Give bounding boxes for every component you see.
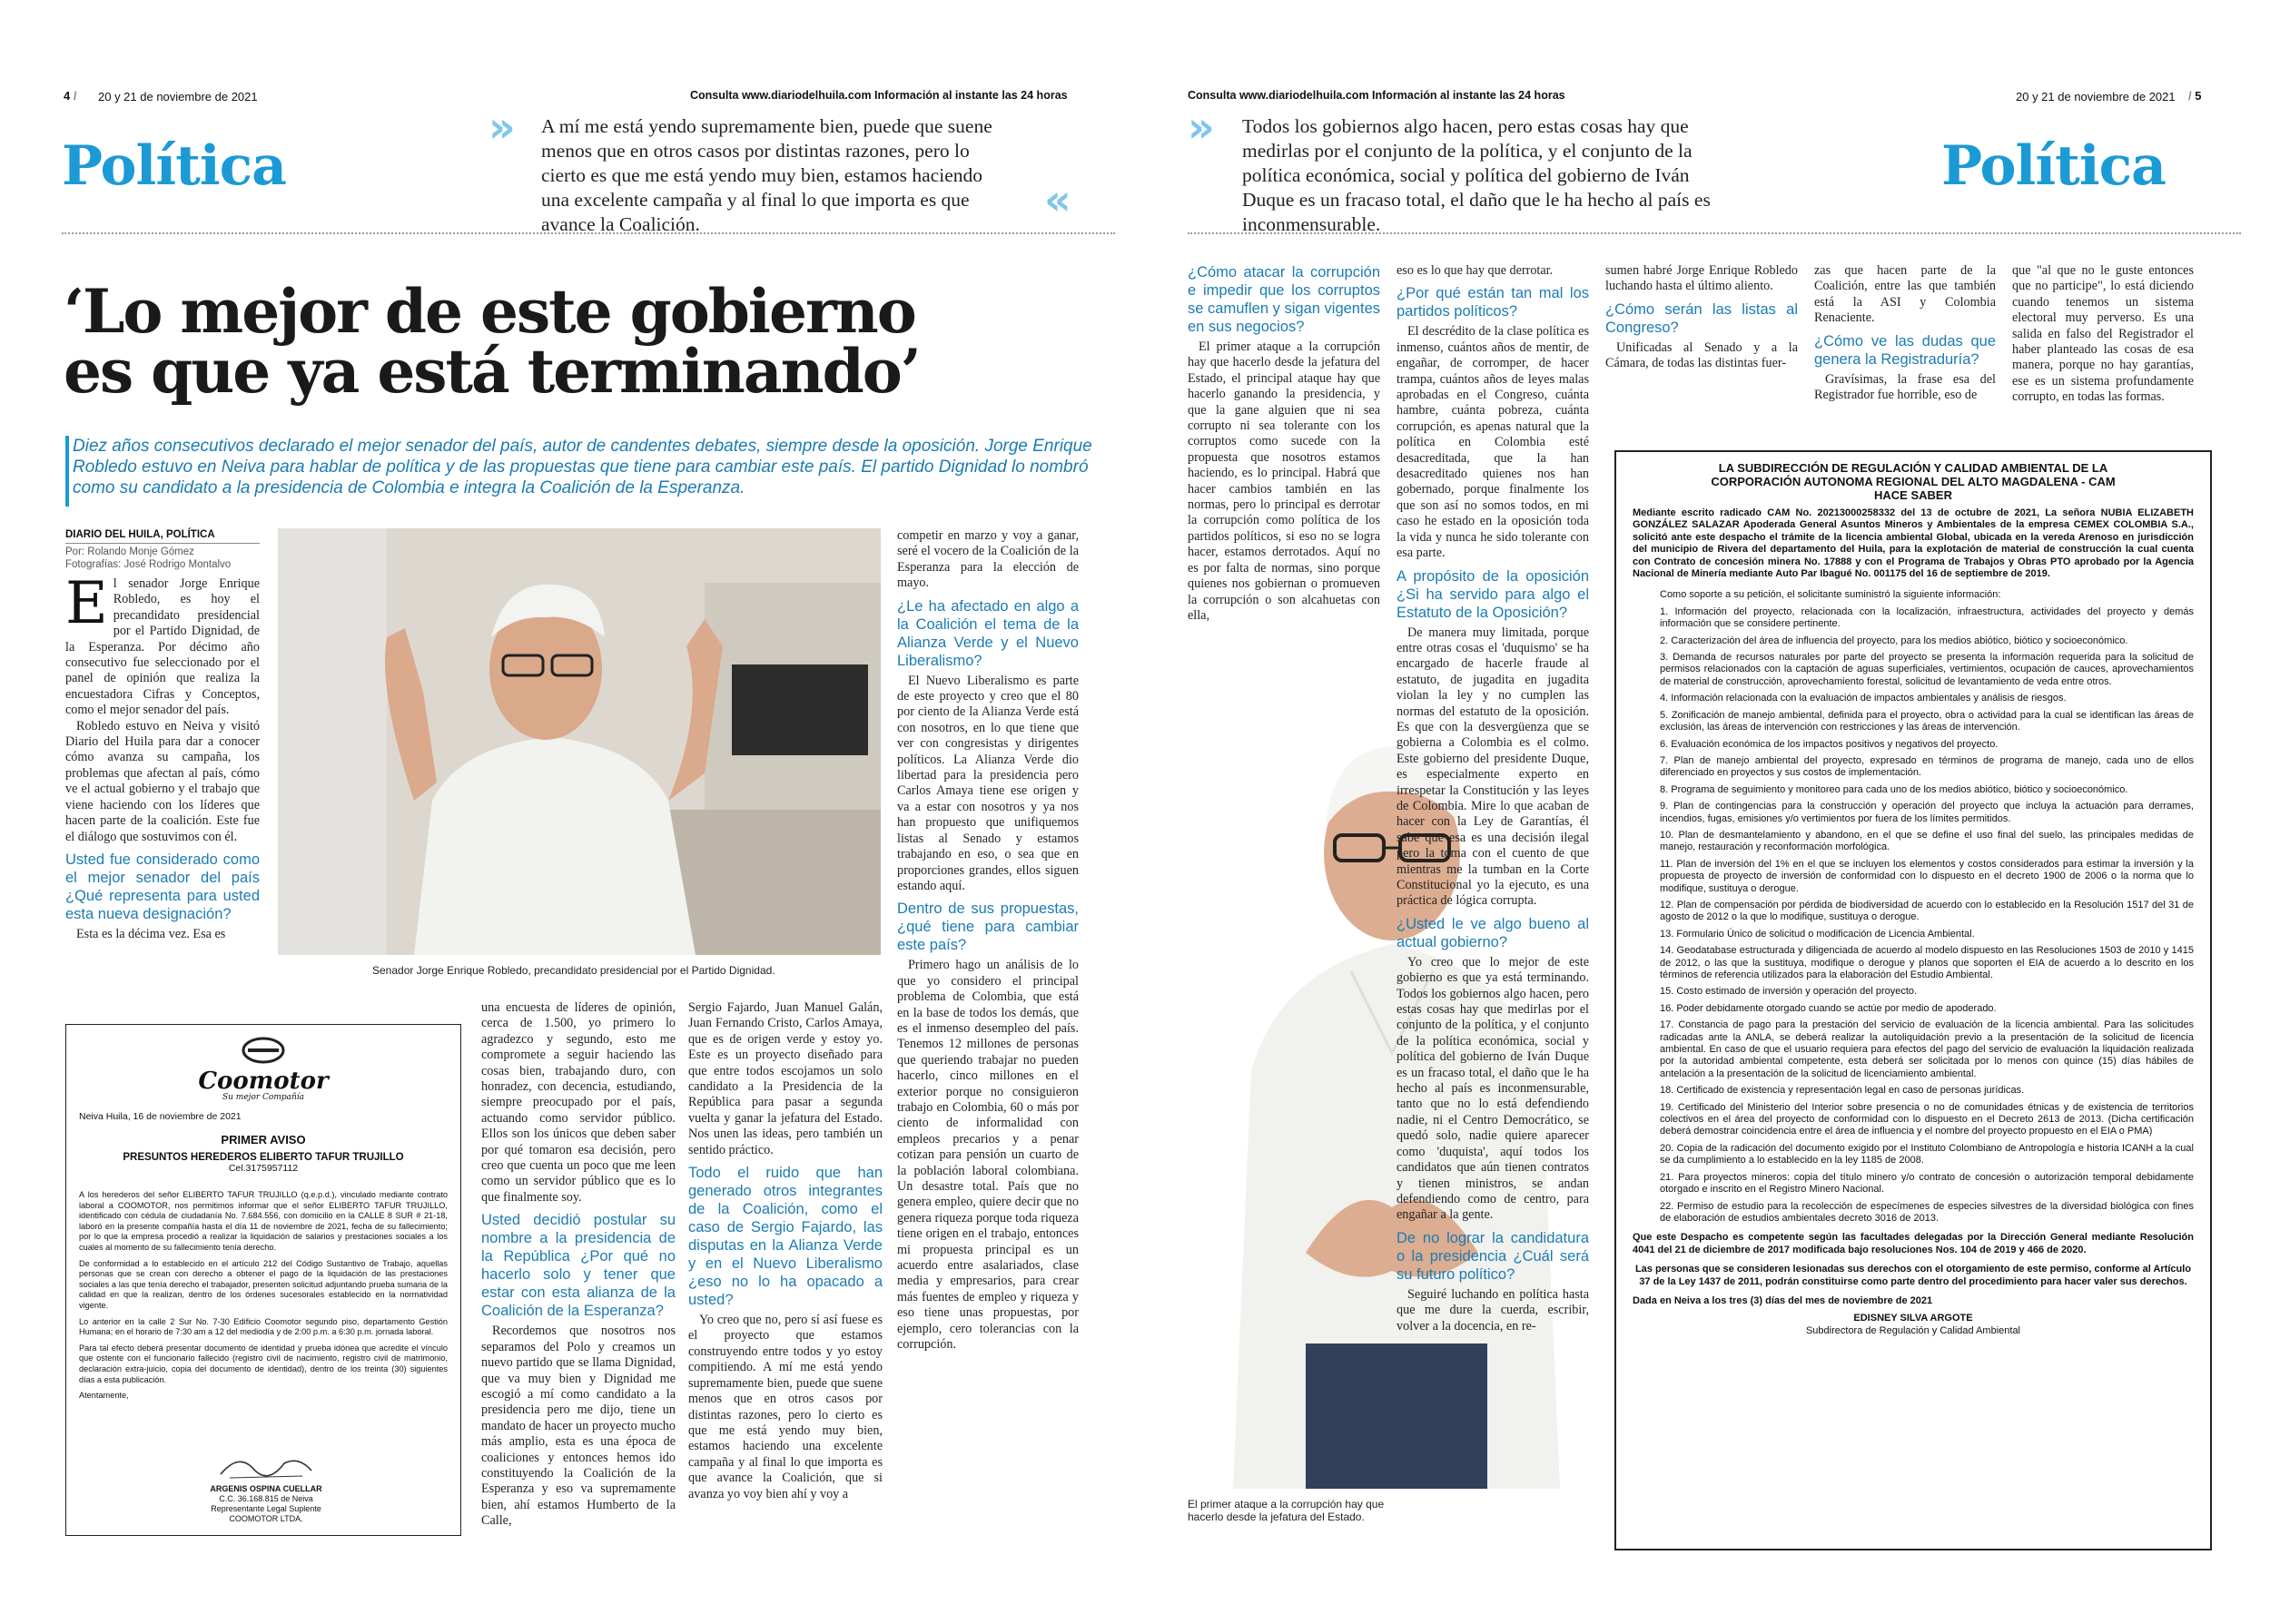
answer-text: De manera muy limitada, porque entre otras cosas el 'duquismo' se ha encargado de hacerle fraude al estatuto, de jugadita en jugadita violan la ley y no cumplen las normas del estatuto de la oposición. Es que con la desvergüenza que se gobierna a Colombia es el colmo. Este gobierno del presidente Duque, es especialmente experto en irrespetar la Constitución y las leyes de Colombia. Mire lo que acaban de hacer con la Ley de Garantías, él sabe que esa es una decisión ilegal pero la toma con el cuento de que mientras me la tumban en la Corte Constitucional yo la ejecuto, es una práctica de lógica corrupta.: [1397, 625, 1589, 909]
ad-phone: Cel.3175957112: [228, 1163, 299, 1174]
ad-body: Lo anterior en la calle 2 Sur No. 7-30 Edificio Coomotor segundo piso, departamento Gestión Humana; en el horario de 7:30 am a 12 del mediodía y de 2:00 p.m. a 6:30 p.m. jornada laboral.: [79, 1316, 448, 1337]
answer-text: que "al que no le guste entonces que no participe", lo está diciendo cuando tenemos un sistema electoral muy perverso. Es una salida en falso del Registrador el haber planteado las cosas de esa manera, porque no hay garantías, ese es un sistema profundamente corrupto, en todas las formas.: [2012, 263, 2194, 405]
question: ¿Le ha afectado en algo a la Coalición el tema de la Alianza Verde y el Nuevo Liberalismo?: [897, 597, 1079, 669]
requirement-item: 13. Formulario Único de solicitud o modificación de Licencia Ambiental.: [1660, 928, 1975, 940]
ad-body: Para tal efecto deberá presentar documento de identidad y prueba idónea que acredite el vínculo que ostente con el funcionario fallecido (registro civil de nacimiento, registro civil de matrimonio, declaración extra-juicio, copia del documento de identidad), dentro de los treinta (30) siguientes días a esta publicación.: [79, 1343, 448, 1384]
article-column-2: [481, 1000, 676, 1529]
byline-source: DIARIO DEL HUILA, POLÍTICA: [65, 529, 215, 540]
question: Todo el ruido que han generado otros integrantes de la Coalición, como el caso de Sergio Fajardo, las disputas en la Alianza Verde y en el Nuevo Liberalismo ¿eso no lo ha opacado a usted?: [688, 1165, 883, 1309]
article-column-4: [897, 528, 1079, 1518]
ad-brand: Coomotor: [198, 1068, 329, 1095]
answer-text: Gravísimas, la frase esa del Registrador fue horrible, eso de: [1814, 371, 1996, 403]
headline: ‘Lo mejor de este gobierno es que ya está terminando’: [64, 276, 920, 407]
ad-date: Neiva Huila, 16 de noviembre de 2021: [79, 1111, 242, 1122]
answer-text: zas que hacen parte de la Coalición, entre las que también está la ASI y Colombia Renaciente.: [1814, 263, 1996, 326]
site-line: Consulta www.diariodelhuila.com Información al instante las 24 horas: [690, 89, 1068, 102]
requirement-item: 12. Plan de compensación por pérdida de biodiversidad de acuerdo con lo establecido en la Resolución 1517 del 31 de agosto de 2012 o la que lo modifique, sustituya o derogue.: [1660, 899, 2194, 923]
section-title: Política: [62, 134, 287, 198]
requirement-item: 5. Zonificación de manejo ambiental, definida para el proyecto, obra o actividad para la cual se identifican las áreas de exclusión, las áreas de intervención con restricciones y las áreas de intervención.: [1660, 709, 2194, 733]
requirement-item: 17. Constancia de pago para la prestación del servicio de evaluación de la licencia ambiental. Para las solicitudes radicadas ante la ANLA, se deberá realizar la autoliquidación previo a la presentación de la solicitud de licencia ambiental. En caso de que el usuario requiera para efectos del pago del servicio de evaluación la liquidación realizada por la autoridad ambiental competente, esta deberá ser solicitada por lo menos con quince (15) días hábiles de antelación a la presentación de la solicitud de licenciamiento ambiental.: [1660, 1019, 2194, 1079]
notice-given: Dada en Neiva a los tres (3) días del mes de noviembre de 2021: [1633, 1294, 1933, 1306]
divider: [62, 232, 1115, 234]
lead-bar: [65, 436, 69, 507]
requirement-item: 7. Plan de manejo ambiental del proyecto, expresado en términos de programa de manejo, cada uno de ellos diferenciado en proyectos y sus costos de implementación.: [1660, 754, 2194, 779]
notice-delegation: Que este Despacho es competente según las facultades delegadas por la Dirección General mediante Resolución 4041 del 21 de diciembre de 2017 modificada bajo resoluciones Nos. 104 de 2019 y 466 de 2020.: [1633, 1232, 2194, 1255]
article-column-4: [1814, 263, 1996, 436]
answer-text: sumen habré Jorge Enrique Robledo luchando hasta el último aliento.: [1605, 263, 1798, 294]
dropcap: E: [65, 570, 108, 637]
coomotor-logo-icon: [241, 1036, 286, 1065]
article-column-1: [1188, 263, 1380, 672]
ad-slogan: Su mejor Compañía: [222, 1093, 305, 1102]
answer-text: una encuesta de líderes de opinión, cerca de 1.500, yo primero lo agradezco y segundo, esto me compromete a seguir haciendo las cosas bien, trabajando duro, con honradez, con decencia, estudiando, siempre preocupado por el país, actuando como servidor público. Ellos son los únicos que deben saber por qué tomaron esa decisión, pero creo que cuenta un poco que me leen como un servidor público que es lo que finalmente soy.: [481, 1000, 676, 1205]
notice-support: Como soporte a su petición, el solicitante suministró la siguiente información:: [1660, 589, 2001, 601]
pull-quote: A mí me está yendo supremamente bien, puede que suene menos que en otros casos por distintas razones, pero lo cierto es que me está yendo muy bien, estamos haciendo una excelente campaña y al final lo que importa es que avance la Coalición.: [541, 115, 992, 235]
requirements-list: [1633, 606, 2194, 1225]
requirement-item: 21. Para proyectos mineros: copia del título minero y/o contrato de concesión o autorización temporal debidamente otorgado e inscrito en el Registro Minero Nacional.: [1660, 1171, 2194, 1196]
requirement-item: 19. Certificado del Ministerio del Interior sobre presencia o no de comunidades étnicas y de existencia de territorios colectivos en el área del proyecto de conformidad con lo dispuesto en el Decreto 2613 de 2013. (Dicha certificación deberá demostrar coincidencia entre el área de influencia y el nombre del proyecto propuesto en el EIA o PMA): [1660, 1101, 2194, 1137]
article-column-5: [2012, 263, 2194, 436]
page-date: 20 y 21 de noviembre de 2021: [98, 90, 258, 103]
article-column-2: [1397, 263, 1589, 1543]
requirement-item: 20. Copia de la radicación del documento exigido por el Instituto Colombiano de Antropología e historia ICANH a la cual se da cumplimiento a lo establecido en la ley 1185 de 2008.: [1660, 1142, 2194, 1166]
open-quote-icon: »: [1188, 103, 1215, 152]
requirement-item: 15. Costo estimado de inversión y operación del proyecto.: [1660, 986, 1918, 998]
ad-body: De conformidad a lo establecido en el artículo 212 del Código Sustantivo de Trabajo, aquellas personas que se crean con derecho a obtener el pago de la liquidación de las prestaciones sociales a las que tenía derecho el trabajador, presenten solicitud adjuntando prueba sumaria de la calidad en que la realizan, dentro de los órdenes sucesorales establecido en la normatividad vigente.: [79, 1258, 448, 1310]
divider: [1188, 232, 2241, 234]
question: Usted decidió postular su nombre a la presidencia de la República ¿Por qué no hacerlo solo y tener que estar con esta alianza de la Coalición de la Esperanza?: [481, 1212, 676, 1320]
notice-signer-role: Subdirectora de Regulación y Calidad Ambiental: [1805, 1324, 2021, 1336]
answer-text: El descrédito de la clase política es inmenso, cuántos años de mentir, de engañar, de corromper, de hacer trampa, cuántos años de leyes malas aprobadas en el Congreso, cuánta hambre, cuánta pobreza, cuánta corrupción, es apenas natural que la política en Colombia esté desacreditada, que la han desacreditado quienes nos han gobernado, porque finalmente los que son así no somos todos, en mi caso he estado en la oposición toda la vida y nunca he sido tolerante con esa parte.: [1397, 324, 1589, 561]
byline-photo: Fotografías: José Rodrigo Montalvo: [65, 559, 232, 570]
notice-title: LA SUBDIRECCIÓN DE REGULACIÓN Y CALIDAD AMBIENTAL DE LA CORPORACIÓN AUTONOMA REGIONAL DEL ALTO MAGDALENA - CAM HACE SABER: [1711, 461, 2116, 502]
signature-icon: [212, 1451, 321, 1481]
answer-text: competir en marzo y voy a ganar, seré el vocero de la Coalición de la Esperanza para la elección de mayo.: [897, 528, 1079, 591]
requirement-item: 16. Poder debidamente otorgado cuando se actúe por medio de apoderado.: [1660, 1002, 1997, 1014]
section-title: Política: [1941, 134, 2166, 198]
question: ¿Cómo atacar la corrupción e impedir que los corruptos se camuflen y sigan vigentes en sus negocios?: [1188, 264, 1380, 335]
close-quote-icon: «: [1044, 175, 1071, 224]
answer-text: Sergio Fajardo, Juan Manuel Galán, Juan Fernando Cristo, Carlos Amaya, que es de origen verde y estoy yo. Este es un proyecto diseñado para que entre todos escojamos un solo candidato a la Presidencia de la República para pasar a segunda vuelta y ganar la jefatura del Estado. Nos unen las ideas, pero también un sentido práctico.: [688, 1000, 883, 1157]
question: De no lograr la candidatura o la presidencia ¿Cuál será su futuro político?: [1397, 1229, 1589, 1283]
requirement-item: 22. Permiso de estudio para la recolección de especímenes de especies silvestres de la diversidad biológica con fines de elaboración de estudios ambientales decreto 3016 de 2013.: [1660, 1200, 2194, 1224]
requirement-item: 9. Plan de contingencias para la construcción y operación del proyecto que incluya la actuación para derrames, incendios, fugas, emisiones y/o vertimientos por fuera de los límites permitidos.: [1660, 801, 2194, 824]
intro-text: l senador Jorge Enrique Robledo, es hoy el precandidato presidencial por el Partido Dignidad, de la Esperanza. Por décimo año consecutivo fue seleccionado por el panel de opinión que realiza la encuestadora Cifras y Conceptos, como el mejor senador del país.: [65, 576, 260, 718]
article-column-3: [688, 1000, 883, 1518]
question: ¿Cómo ve las dudas que genera la Registraduría?: [1814, 332, 1996, 368]
question: A propósito de la oposición ¿Si ha servido para algo el Estatuto de la Oposición?: [1397, 567, 1589, 621]
answer-text: Esta es la décima vez. Esa es: [76, 926, 226, 941]
article-column-1: [65, 528, 260, 989]
body-text: Robledo estuvo en Neiva y visitó Diario del Huila para dar a conocer cómo avanza su campaña, los problemas que afectan al país, cómo ve el actual gobierno y el trabajo que viene haciendo con los líderes que hacen parte de la coalición. Este fue el diálogo que sostuvimos con él.: [65, 718, 260, 844]
photo-caption: El primer ataque a la corrupción hay que hacerlo desde la jefatura del Estado.: [1188, 1498, 1385, 1523]
ad-subtitle: PRESUNTOS HEREDEROS ELIBERTO TAFUR TRUJILLO: [123, 1152, 404, 1163]
question: ¿Usted le ve algo bueno al actual gobierno?: [1397, 915, 1589, 950]
answer-text: El Nuevo Liberalismo es parte de este proyecto y creo que el 80 por ciento de la Alianza Verde está con nosotros, en lo que tiene que ver con congresistas y dirigentes políticos. La Alianza Verde dio libertad para la presidencia pero Carlos Amaya tiene ese origen y va a estar con nosotros y ya nos han propuesto que unifiquemos listas al Senado y estamos trabajando en eso, o sea que en proporciones grandes, ellos siguen estando aquí.: [897, 673, 1079, 893]
notice-signer: EDISNEY SILVA ARGOTE: [1853, 1313, 1973, 1324]
ad-title: PRIMER AVISO: [221, 1133, 306, 1147]
open-quote-icon: »: [489, 103, 516, 152]
coomotor-notice: [65, 1024, 461, 1536]
ad-signature-block: [175, 1451, 357, 1524]
ad-signer-company: COOMOTOR LTDA.: [229, 1514, 303, 1523]
ad-signer: ARGENIS OSPINA CUELLAR: [210, 1484, 322, 1493]
answer-text: Yo creo que lo mejor de este gobierno es que ya está terminando. Todos los gobiernos algo hacen, pero estas cosas hay que medirlas por el conjunto de la política, y el conjunto de la política económica, social y política del gobierno de Iván Duque es un fracaso total, el daño que le ha hecho al país es inconmensurable, tanto que no lo está defendiendo nadie, ni el Centro Democrático, se quedó solo, nadie quiere aparecer como 'duquista', aquí todos los candidatos que aún tienen contratos y tienen ministros, se andan defendiendo como de centro, para engañar a la gente.: [1397, 954, 1589, 1223]
question: ¿Por qué están tan mal los partidos políticos?: [1397, 285, 1589, 320]
byline-author: Por: Rolando Monje Gómez: [65, 546, 194, 557]
ad-signer-id: C.C. 36.168.815 de Neiva: [219, 1494, 313, 1503]
requirement-item: 10. Plan de desmantelamiento y abandono, en el que se define el uso final del suelo, las principales medidas de manejo, restauración y reconformación morfológica.: [1660, 829, 2194, 853]
requirement-item: 14. Geodatabase estructurada y diligenciada de acuerdo al modelo dispuesto en las Resoluciones 1503 de 2010 y 1415 de 2012, o las que la sustituya, modifique o derogue y planos que soporten el EIA de acuerdo a lo descrito en los términos de referencia utilizados para la elaboración del Estudio Ambiental.: [1660, 945, 2194, 980]
requirement-item: 6. Evaluación económica de los impactos positivos y negativos del proyecto.: [1660, 738, 1999, 750]
answer-text: Unificadas al Senado y a la Cámara, de todas las distintas fuer-: [1605, 340, 1798, 371]
requirement-item: 2. Caracterización del área de influencia del proyecto, para los medios abiótico, biótico y socioeconómico.: [1660, 635, 2128, 646]
photo-caption: Senador Jorge Enrique Robledo, precandidato presidencial por el Partido Dignidad.: [372, 964, 775, 977]
requirement-item: 8. Programa de seguimiento y monitoreo para cada uno de los medios abiótico, biótico y socioeconómico.: [1660, 783, 2128, 795]
requirement-item: 11. Plan de inversión del 1% en el que se incluyen los elementos y costos considerados para estimar la inversión y la propuesta de proyecto de inversión de conformidad con lo dispuesto en el decreto 1900 de 2006 o la norma que lo modifique, sustituya o derogue.: [1660, 858, 2194, 894]
ad-signer-role: Representante Legal Suplente: [211, 1504, 321, 1513]
cam-legal-notice: [1614, 450, 2212, 1550]
answer-text: Primero hago un análisis de lo que yo considero el principal problema de Colombia, que está en la base de todos los demás, que es el inmenso desempleo del país. Tenemos 12 millones de personas que queriendo trabajar no pueden hacerlo, cinco millones en el exterior porque no consiguieron trabajo en Colombia, 60 o más por ciento de informalidad con empleos precarios y a penar cotizan para pensión un cuarto de la población laboral colombiana. Un desastre total. País que no genera empleo, quiere decir que no genera riqueza porque toda riqueza tiene origen en el trabajo, entonces mi propuesta principal es un acuerdo entre asalariados, clase media y empresarios, para crear más fuentes de empleo y riqueza y eso tiene unas propuestas, por ejemplo, cero tolerancias con la corrupción.: [897, 958, 1079, 1353]
lead-paragraph: Diez años consecutivos declarado el mejor senador del país, autor de candentes debates, siempre desde la oposición. Jorge Enrique Robledo estuvo en Neiva para hablar de política y de las propuestas que tiene para cambiar este país. El partido Dignidad lo nombró como su candidato a la presidencia de Colombia e integra la Coalición de la Esperanza.: [73, 437, 1092, 497]
ad-body: A los herederos del señor ELIBERTO TAFUR TRUJILLO (q.e.p.d.), vinculado mediante contrato laboral a COOMOTOR, nos permitimos informar que el señor ELIBERTO TAFUR TRUJILLO, identificado con cédula de ciudadanía No. 7.684.556, con domicilio en la CALLE 8 SUR # 21-18, laboró en la presente compañía hasta el día 11 de noviembre de 2021, fecha de su fallecimiento; por lo que la empresa procedió a realizar la liquidación de salarios y prestaciones sociales a los cuales al momento de su fallecimiento tenía derecho.: [79, 1190, 448, 1252]
requirement-item: 1. Información del proyecto, relacionada con la localización, infraestructura, actividades del proyecto y demás información que se considere pertinente.: [1660, 605, 2194, 630]
answer-text: El primer ataque a la corrupción hay que hacerlo desde la jefatura del Estado, el principal ataque hay que hacerlo ganando la presidencia, y que la gane alguien que ni sea corrupto ni sea tolerante con los corruptos como sucede con la propuesta que nosotros estamos haciendo, es lo principal. Habrá que hacer cambios también en las normas, pero lo principal es derrotar la corrupción como política de los partidos políticos, si eso no se logra hacer, estamos derrotados. Aquí no es por falta de normas, sino porque quienes nos gobiernan o promueven la corrupción o son alcahuetas con ella,: [1188, 340, 1380, 623]
page-5: [1135, 0, 2270, 1624]
page-number: / 5: [2188, 89, 2202, 103]
photo-robledo-interview: [278, 528, 881, 955]
page-date: 20 y 21 de noviembre de 2021: [2016, 90, 2176, 103]
answer-text: Seguiré luchando en política hasta que me dure la cuerda, escribir, volver a la docencia, en re-: [1397, 1286, 1589, 1334]
answer-text: eso es lo que hay que derrotar.: [1397, 263, 1554, 278]
answer-text: Recordemos que nosotros nos separamos del Polo y creamos un nuevo partido que se llama Dignidad, que va muy bien y Dignidad me escogió a mí como candidato a la presidencia pero me dijo, tiene un mandato de hacer un proyecto mucho más amplio, esta es una época de coaliciones y entonces hemos ido constituyendo la Coalición de la Esperanza y eso va supremamente bien, ahí estamos Humberto de la Calle,: [481, 1324, 676, 1529]
notice-rights: Las personas que se consideren lesionadas sus derechos con el otorgamiento de este permiso, conforme al Artículo 37 de la Ley 1437 de 2011, podrán constituirse como parte dentro del procedimiento para hacer valer sus derechos.: [1634, 1264, 2192, 1287]
question: ¿Cómo serán las listas al Congreso?: [1605, 300, 1798, 336]
ad-closing: Atentamente,: [79, 1391, 129, 1401]
requirement-item: 3. Demanda de recursos naturales por parte del proyecto se presenta la información requerida para la solicitud de permisos relacionados con la captación de aguas superficiales, vertimientos, ocupación de cauces, aprovechamientos de material de construcción, aprovechamiento forestal, solicitud de levantamiento de veda entre otros.: [1660, 652, 2194, 687]
question: Usted fue considerado como el mejor senador del país ¿Qué representa para usted esta nueva designación?: [65, 851, 260, 922]
site-line: Consulta www.diariodelhuila.com Información al instante las 24 horas: [1188, 89, 1565, 102]
article-column-3: [1605, 263, 1798, 436]
requirement-item: 18. Certificado de existencia y representación legal en caso de personas jurídicas.: [1660, 1085, 2025, 1097]
page-number: 4 /: [64, 89, 77, 103]
notice-intro: Mediante escrito radicado CAM No. 20213000258332 del 13 de octubre de 2021, La señora NUBIA ELIZABETH GONZÁLEZ SALAZAR Apoderada General Asuntos Mineros y Ambientales de la empresa CEMEX COLOMBIA S.A., solicitó ante este despacho el trámite de la licencia ambiental Global, ubicada en la vereda Arenoso en jurisdicción del municipio de Rivera del departamento del Huila, para la explotación de material de construcción la cual cuenta con Contrato de concesión minera No. 17888 y con el Programa de Trabajos y Obras PTO aprobado por la Agencia Nacional de Minería mediante Auto Par Ibagué No. 001175 del 16 de septiembre de 2019.: [1633, 507, 2194, 580]
requirement-item: 4. Información relacionada con la evaluación de impactos ambientales y análisis de riesgos.: [1660, 693, 2067, 704]
answer-text: Yo creo que no, pero sí así fuese es el proyecto que estamos construyendo entre todos y yo estoy compitiendo. A mí me está yendo supremamente bien, puede que suene menos que en otros casos por distintas razones, pero lo cierto es que me está yendo muy bien, estamos haciendo una excelente campaña y al final lo que importa es que avance la Coalición, que si avanza yo voy bien ahí y voy a: [688, 1313, 883, 1501]
pull-quote: Todos los gobiernos algo hacen, pero estas cosas hay que medirlas por el conjunto de la política, y el conjunto de la política económica, social y política del gobierno de Iván Duque es un fracaso total, el daño que le ha hecho al país es inconmensurable.: [1242, 115, 1711, 235]
question: Dentro de sus propuestas, ¿qué tiene para cambiar este país?: [897, 901, 1079, 954]
